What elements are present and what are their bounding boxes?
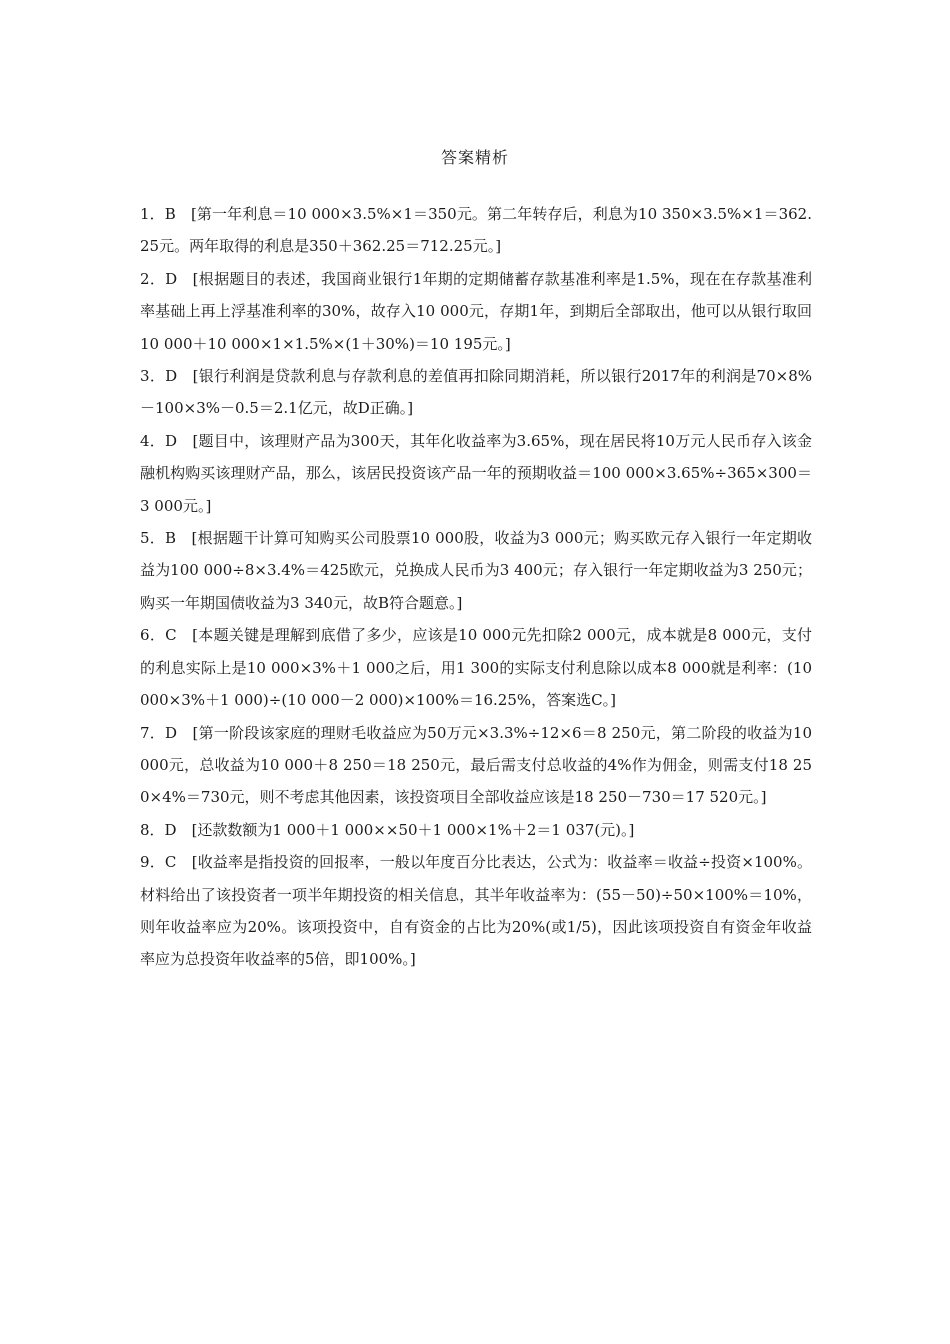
answer-item-9: 9．C [收益率是指投资的回报率，一般以年度百分比表达，公式为：收益率＝收益÷投资×100%。材料给出了该投资者一项半年期投资的相关信息，其半年收益率为：(55－50)÷50×100%＝10%，则年收益率应为20%。该项投资中，自有资金的占比为20%(或1/5)，因此该项投资自有资金年收益率应为总投资年收益率的5倍，即100%。]: [140, 853, 812, 969]
answer-item-2: 2．D [根据题目的表述，我国商业银行1年期的定期储蓄存款基准利率是1.5%，现在在存款基准利率基础上再上浮基准利率的30%，故存入10 000元，存期1年，到期后全部取出，他可以从银行取回10 000＋10 000×1×1.5%×(1＋30%)＝10 195元。]: [140, 269, 812, 353]
answer-item-1: 1．B [第一年利息＝10 000×3.5%×1＝350元。第二年转存后，利息为10 350×3.5%×1＝362.25元。两年取得的利息是350＋362.25＝712.25元。]: [140, 205, 812, 256]
answer-list: [140, 198, 812, 976]
answer-item-5: 5．B [根据题干计算可知购买公司股票10 000股，收益为3 000元；购买欧元存入银行一年定期收益为100 000÷8×3.4%＝425欧元，兑换成人民币为3 400元；存入银行一年定期收益为3 250元；购买一年期国债收益为3 340元，故B符合题意。]: [140, 529, 812, 612]
answer-item-8: 8．D [还款数额为1 000＋1 000××50＋1 000×1%＋2＝1 037(元)。]: [140, 820, 635, 839]
answer-item-6: 6．C [本题关键是理解到底借了多少，应该是10 000元先扣除2 000元，成本就是8 000元，支付的利息实际上是10 000×3%＋1 000之后，用1 300的实际支付利息除以成本8 000就是利率：(10 000×3%＋1 000)÷(10 000－2 000)×100%＝16.25%，答案选C。]: [140, 626, 812, 710]
page-title: 答案精析: [440, 148, 509, 167]
answer-item-3: 3．D [银行利润是贷款利息与存款利息的差值再扣除同期消耗，所以银行2017年的利润是70×8%－100×3%－0.5＝2.1亿元，故D正确。]: [140, 367, 812, 418]
answer-item-4: 4．D [题目中，该理财产品为300天，其年化收益率为3.65%，现在居民将10万元人民币存入该金融机构购买该理财产品，那么，该居民投资该产品一年的预期收益＝100 000×3.65%÷365×300＝3 000元。]: [140, 431, 812, 515]
answer-item-7: 7．D [第一阶段该家庭的理财毛收益应为50万元×3.3%÷12×6＝8 250元，第二阶段的收益为10 000元，总收益为10 000＋8 250＝18 250元，最后需支付总收益的4%作为佣金，则需支付18 250×4%＝730元，则不考虑其他因素，该投资项目全部收益应该是18 250－730＝17 520元。]: [140, 723, 812, 807]
